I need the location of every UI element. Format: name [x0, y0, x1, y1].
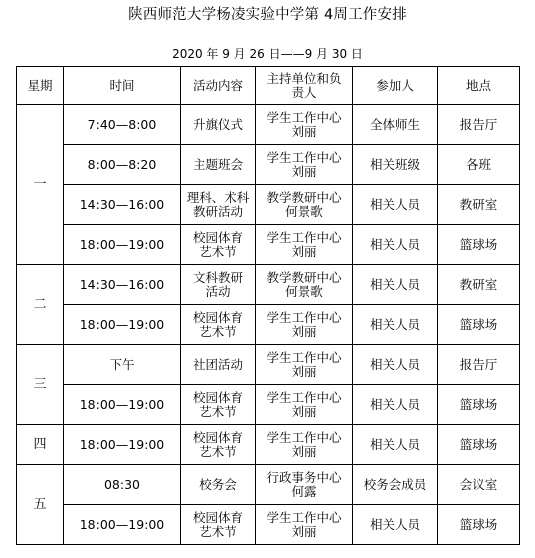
- location-cell: 教研室: [438, 185, 520, 225]
- table-row: [17, 465, 520, 505]
- activity-cell: 主题班会: [181, 145, 256, 185]
- table-header-row: [17, 67, 520, 105]
- time-cell: 18:00—19:00: [64, 305, 181, 345]
- day-cell: 三: [17, 345, 64, 425]
- participants-cell: 相关人员: [353, 305, 438, 345]
- activity-cell: 校园体育 艺术节: [181, 225, 256, 265]
- table-row: [17, 305, 520, 345]
- participants-cell: 相关人员: [353, 345, 438, 385]
- participants-cell: 相关人员: [353, 185, 438, 225]
- time-cell: 18:00—19:00: [64, 385, 181, 425]
- participants-cell: 相关班级: [353, 145, 438, 185]
- location-cell: 教研室: [438, 265, 520, 305]
- time-cell: 7:40—8:00: [64, 105, 181, 145]
- day-cell: 二: [17, 265, 64, 345]
- day-cell: 五: [17, 465, 64, 545]
- header-host: 主持单位和负 责人: [256, 67, 353, 105]
- activity-cell: 社团活动: [181, 345, 256, 385]
- date-range: 2020 年 9 月 26 日——9 月 30 日: [172, 47, 363, 61]
- host-cell: 学生工作中心 刘丽: [256, 425, 353, 465]
- host-cell: 学生工作中心 刘丽: [256, 385, 353, 425]
- activity-cell: 校园体育 艺术节: [181, 385, 256, 425]
- activity-cell: 校园体育 艺术节: [181, 425, 256, 465]
- participants-cell: 全体师生: [353, 105, 438, 145]
- activity-cell: 校务会: [181, 465, 256, 505]
- header-activity: 活动内容: [181, 67, 256, 105]
- host-cell: 教学教研中心 何景歌: [256, 265, 353, 305]
- table-row: [17, 185, 520, 225]
- time-cell: 下午: [64, 345, 181, 385]
- location-cell: 篮球场: [438, 225, 520, 265]
- host-cell: 学生工作中心 刘丽: [256, 225, 353, 265]
- table-row: [17, 265, 520, 305]
- time-cell: 14:30—16:00: [64, 265, 181, 305]
- participants-cell: 校务会成员: [353, 465, 438, 505]
- table-row: [17, 425, 520, 465]
- time-cell: 14:30—16:00: [64, 185, 181, 225]
- participants-cell: 相关人员: [353, 505, 438, 545]
- location-cell: 会议室: [438, 465, 520, 505]
- host-cell: 行政事务中心 何露: [256, 465, 353, 505]
- host-cell: 学生工作中心 刘丽: [256, 145, 353, 185]
- time-cell: 18:00—19:00: [64, 425, 181, 465]
- time-cell: 18:00—19:00: [64, 225, 181, 265]
- location-cell: 报告厅: [438, 345, 520, 385]
- header-participants: 参加人: [353, 67, 438, 105]
- participants-cell: 相关人员: [353, 265, 438, 305]
- participants-cell: 相关人员: [353, 425, 438, 465]
- participants-cell: 相关人员: [353, 385, 438, 425]
- schedule-table: [16, 66, 520, 545]
- activity-cell: 文科教研 活动: [181, 265, 256, 305]
- day-cell: 一: [17, 105, 64, 265]
- table-row: [17, 505, 520, 545]
- table-row: [17, 345, 520, 385]
- participants-cell: 相关人员: [353, 225, 438, 265]
- host-cell: 教学教研中心 何景歌: [256, 185, 353, 225]
- header-location: 地点: [438, 67, 520, 105]
- table-row: [17, 105, 520, 145]
- time-cell: 08:30: [64, 465, 181, 505]
- table-row: [17, 225, 520, 265]
- location-cell: 篮球场: [438, 305, 520, 345]
- location-cell: 各班: [438, 145, 520, 185]
- location-cell: 篮球场: [438, 505, 520, 545]
- header-day: 星期: [17, 67, 64, 105]
- host-cell: 学生工作中心 刘丽: [256, 345, 353, 385]
- activity-cell: 校园体育 艺术节: [181, 505, 256, 545]
- location-cell: 报告厅: [438, 105, 520, 145]
- activity-cell: 校园体育 艺术节: [181, 305, 256, 345]
- table-row: [17, 385, 520, 425]
- activity-cell: 升旗仪式: [181, 105, 256, 145]
- time-cell: 8:00—8:20: [64, 145, 181, 185]
- host-cell: 学生工作中心 刘丽: [256, 105, 353, 145]
- table-row: [17, 145, 520, 185]
- document-title: 陕西师范大学杨凌实验中学第 4周工作安排: [128, 7, 407, 23]
- time-cell: 18:00—19:00: [64, 505, 181, 545]
- host-cell: 学生工作中心 刘丽: [256, 505, 353, 545]
- day-cell: 四: [17, 425, 64, 465]
- location-cell: 篮球场: [438, 425, 520, 465]
- location-cell: 篮球场: [438, 385, 520, 425]
- activity-cell: 理科、术科 教研活动: [181, 185, 256, 225]
- header-time: 时间: [64, 67, 181, 105]
- host-cell: 学生工作中心 刘丽: [256, 305, 353, 345]
